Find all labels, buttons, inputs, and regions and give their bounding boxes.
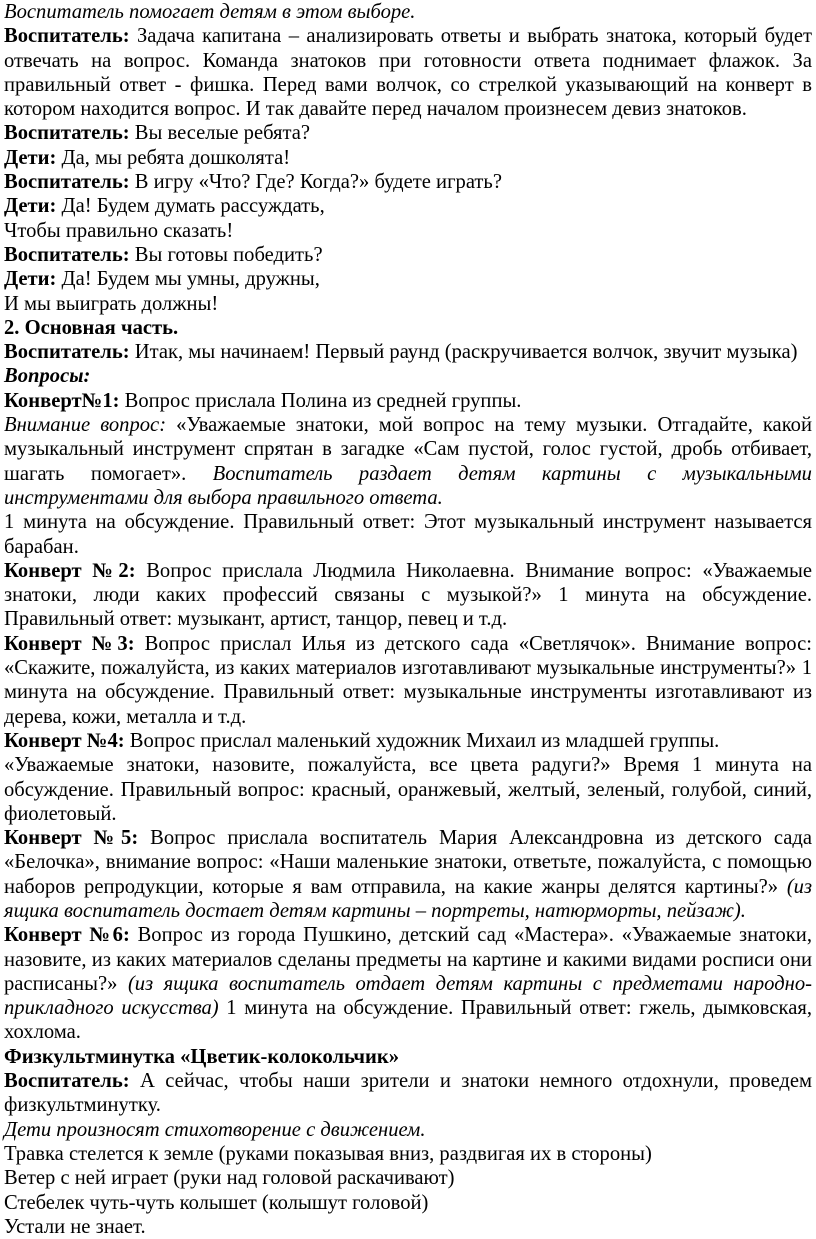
envelope-1	[4, 389, 812, 413]
speaker-label: Воспитатель:	[4, 171, 130, 194]
speaker-label: Дети:	[4, 195, 57, 218]
teacher-note-italic: (из ящика воспитатель достает детям картины – портреты, натюрморты, пейзаж).	[4, 875, 813, 922]
speaker-label: Дети:	[4, 146, 57, 169]
dialog-text: Да! Будем мы умны, дружны,	[56, 268, 320, 291]
questions-heading-text: Вопросы:	[4, 365, 91, 388]
dialog-line	[4, 121, 812, 145]
envelope-text: Вопрос прислала воспитатель Мария Александровна из детского сада «Белочка», внимание вопрос: «Наши маленькие знатоки, ответьте, пожалуйста, с помощью наборов репродукции, которые я вам отправила, на какие жанры делятся картины?»	[4, 827, 812, 898]
question-text: «Уважаемые знатоки, мой вопрос на тему музыки. Отгадайте, какой музыкальный инструмент спрятан в загадке «Сам пустой, голос густой, дробь отбивает, шагать помогает».	[4, 414, 812, 485]
speaker-label: Дети:	[4, 268, 57, 291]
dialog-line	[4, 170, 812, 194]
poem-line: Ветер с ней играет (руки над головой раскачивают)	[4, 1167, 455, 1190]
envelope-label: Конверт№1:	[4, 389, 120, 412]
envelope-2	[4, 559, 812, 632]
dialog-text: Вы веселые ребята?	[129, 122, 311, 145]
poem-line: Травка стелется к земле (руками показывая вниз, раздвигая их в стороны)	[4, 1142, 652, 1165]
teacher-note-italic: Воспитатель раздает детям картины с музыкальными инструментами для выбора правильного ответа.	[4, 462, 812, 509]
envelope-label: Конверт №2:	[4, 559, 136, 582]
poem-line: Стебелек чуть-чуть колышет (колышут головой)	[4, 1191, 429, 1214]
envelope-text: Вопрос прислал Илья из детского сада «Светлячок». Внимание вопрос: «Скажите, пожалуйста, из каких материалов изготавливают музыкальные инструменты?» 1 минута на обсуждение. Правильный ответ: музыкальные инструменты изготавливают из дерева, кожи, металла и т.д.	[4, 632, 812, 728]
dialog-text: А сейчас, чтобы наши зрители и знатоки немного отдохнули, проведем физкультминутку.	[4, 1070, 812, 1117]
envelope-6	[4, 923, 812, 1044]
attention-italic: Внимание вопрос:	[4, 414, 167, 437]
poem-intro-italic: Дети произносят стихотворение с движением.	[4, 1118, 426, 1141]
envelope-5	[4, 826, 812, 923]
question-1-paragraph	[4, 413, 812, 510]
dialog-line: Чтобы правильно сказать!	[4, 219, 234, 242]
questions-heading	[4, 364, 812, 388]
envelope-label: Конверт №3:	[4, 632, 135, 655]
envelope-text: Вопрос прислала Людмила Николаевна. Внимание вопрос: «Уважаемые знатоки, люди каких профессий связаны с музыкой?» 1 минута на обсуждение. Правильный ответ: музыкант, артист, танцор, певец и т.д.	[4, 559, 812, 631]
fitness-intro	[4, 1069, 812, 1118]
teacher-note-italic: (из ящика воспитатель отдает детям картины с предметами народно-прикладного искусства)	[4, 972, 812, 1020]
envelope-text: Вопрос из города Пушкино, детский сад «Мастера». «Уважаемые знатоки, назовите, из каких материалов сделаны предметы на картине и какими видами росписи они расписаны?»	[4, 924, 812, 995]
paragraph-text: Задача капитана – анализировать ответы и выбрать знатока, который будет отвечать на вопрос. Команда знатоков при готовности ответа поднимает флажок. За правильный ответ - фишка. Перед вами волчок, со стрелкой указывающий на конверт в котором находится вопрос. И так давайте перед началом произнесем девиз знатоков.	[4, 25, 812, 121]
poem-intro	[4, 1118, 812, 1142]
answer-text: 1 минута на обсуждение. Правильный ответ: гжель, дымковская, хохлома.	[4, 997, 812, 1044]
paragraph-captain-task	[4, 24, 812, 121]
speaker-label: Воспитатель:	[4, 1070, 130, 1093]
dialog-line	[4, 267, 812, 291]
envelope-text: Вопрос прислал маленький художник Михаил из младшей группы.	[124, 729, 720, 752]
envelope-label: Конверт №5:	[4, 827, 139, 850]
question-4-paragraph: «Уважаемые знатоки, назовите, пожалуйста, все цвета радуги?» Время 1 минута на обсуждение. Правильный вопрос: красный, оранжевый, желтый, зеленый, голубой, синий, фиолетовый.	[4, 754, 812, 825]
section-heading	[4, 316, 812, 340]
speaker-label: Воспитатель:	[4, 122, 130, 145]
dialog-line	[4, 146, 812, 170]
speaker-label: Воспитатель:	[4, 25, 130, 48]
dialog-text: В игру «Что? Где? Когда?» будете играть?	[129, 171, 502, 194]
dialog-text: Да! Будем думать рассуждать,	[56, 195, 325, 218]
dialog-text: Итак, мы начинаем! Первый раунд (раскручивается волчок, звучит музыка)	[129, 341, 798, 364]
envelope-label: Конверт №6:	[4, 924, 130, 947]
intro-line	[4, 0, 812, 24]
dialog-line: И мы выиграть должны!	[4, 292, 219, 315]
intro-italic: Воспитатель помогает детям в этом выборе.	[4, 1, 416, 23]
poem-line: Устали не знает.	[4, 1215, 146, 1238]
envelope-text: Вопрос прислала Полина из средней группы.	[119, 389, 522, 412]
fitness-heading	[4, 1045, 812, 1069]
envelope-label: Конверт №4:	[4, 729, 125, 752]
speaker-label: Воспитатель:	[4, 243, 130, 266]
envelope-3	[4, 632, 812, 729]
dialog-line	[4, 243, 812, 267]
dialog-line	[4, 340, 812, 364]
answer-1-paragraph: 1 минута на обсуждение. Правильный ответ: Этот музыкальный инструмент называется барабан.	[4, 511, 812, 558]
dialog-line	[4, 194, 812, 218]
section-heading-text: 2. Основная часть.	[4, 316, 179, 339]
speaker-label: Воспитатель:	[4, 341, 130, 364]
dialog-text: Вы готовы победить?	[129, 243, 323, 266]
envelope-4	[4, 729, 812, 753]
fitness-heading-text: Физкультминутка «Цветик-колокольчик»	[4, 1045, 400, 1068]
dialog-text: Да, мы ребята дошколята!	[56, 146, 291, 169]
